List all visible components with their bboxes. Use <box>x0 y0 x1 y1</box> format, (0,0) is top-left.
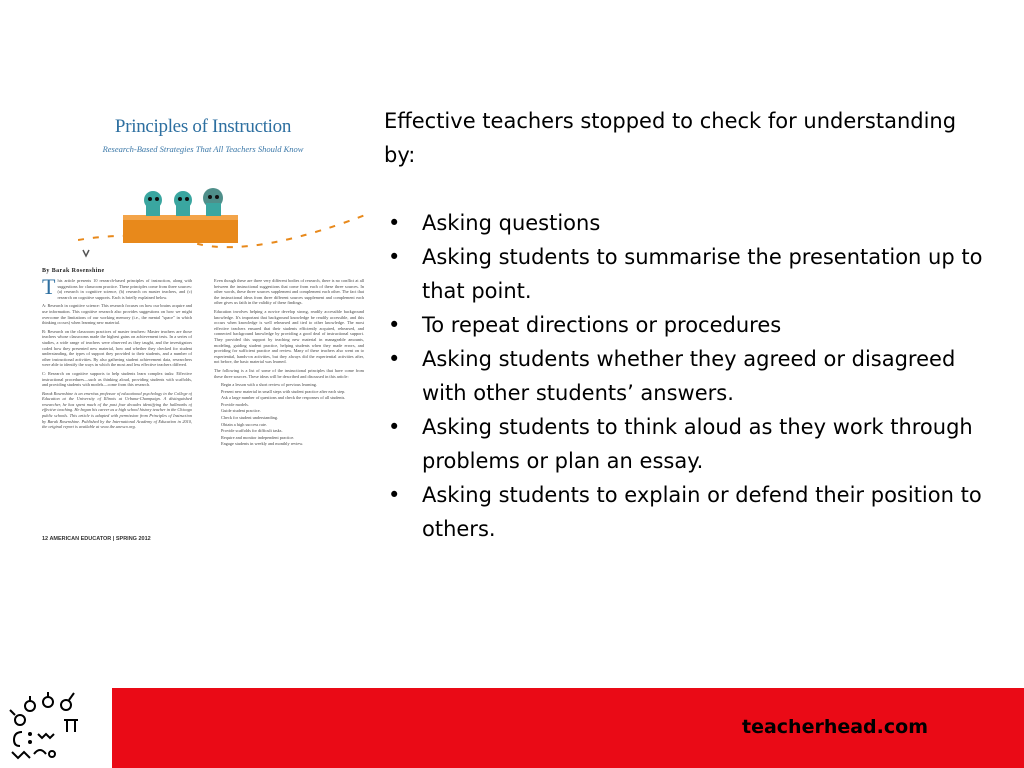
site-link[interactable]: teacherhead.com <box>741 716 928 738</box>
principle-item: • Present new material in small steps with student practice after each step. <box>221 389 364 395</box>
article-paragraph: B: Research on the classroom practices of master teachers: Master teachers are those teachers whose classrooms made the highest gains on achievement tests. In a series of studies, a wide range of teachers were observed as they taught, and the investigators coded how they presented new material, how and whether they checked for student understanding, the types of support they provided to their students, and a number of other instructional activities. By also gathering student achievement data, researchers were able to identify the ways in which the most and less effective teachers differed. <box>42 328 192 368</box>
principle-item: • Require and monitor independent practice. <box>221 435 364 441</box>
bullet-item: • Asking students to think aloud as they work through problems or plan an essay. <box>384 410 984 478</box>
article-subtitle: Research-Based Strategies That All Teachers Should Know <box>102 144 304 154</box>
principle-item: • Begin a lesson with a short review of previous learning. <box>221 382 364 388</box>
article-paragraph: C: Research on cognitive supports to help students learn complex tasks: Effective instructional procedures—such as thinking aloud, providing students with scaffolds, and providing students with models—come from this research. <box>42 370 192 388</box>
article-paragraph: The following is a list of some of the instructional principles that have come from these three sources. These ideas will be described and discussed in this article: <box>214 367 364 379</box>
article-footer: 12 AMERICAN EDUCATOR | SPRING 2012 <box>42 536 151 542</box>
bullet-item: • Asking students to explain or defend their position to others. <box>384 478 984 546</box>
bridge-illustration <box>78 170 368 265</box>
principles-list <box>214 382 364 447</box>
bullet-item: • Asking students whether they agreed or disagreed with other students’ answers. <box>384 342 984 410</box>
principle-item: • Provide models. <box>221 402 364 408</box>
bullet-item: • Asking students to summarise the presentation up to that point. <box>384 240 984 308</box>
principle-item: • Engage students in weekly and monthly review. <box>221 441 364 447</box>
author-bio: Barak Rosenshine is an emeritus professor of educational psychology in the College of Education at the University of Illinois at Urbana-Champaign. A distinguished researcher, he has spent much of the past four decades identifying the hallmarks of effective teaching. He began his career as a high school history teacher in the Chicago public schools. This article is adapted with permission from Principles of Instruction by Barak Rosenshine. Published by the International Academy of Education in 2010, the original report is available at www.ibe.unesco.org. <box>42 390 192 430</box>
slide-intro: Effective teachers stopped to check for understanding by: <box>384 109 957 167</box>
article-thumbnail <box>38 100 368 545</box>
principle-item: • Provide scaffolds for difficult tasks. <box>221 428 364 434</box>
article-byline: By Barak Rosenshine <box>42 268 105 274</box>
article-left-column <box>42 278 192 536</box>
principle-item: • Guide student practice. <box>221 408 364 414</box>
article-paragraph: Even though these are three very different bodies of research, there is no conflict at all between the instructional suggestions that come from each of these three sources. In other words, these three sources supplement and complement each other. The fact that the instructional ideas from three different sources supplement and complement each other gives us faith in the validity of these findings. <box>214 278 364 306</box>
bullet-item: • Asking questions <box>384 206 984 240</box>
article-paragraph: This article presents 10 research-based principles of instruction, along with suggestions for classroom practice. These principles come from three sources: (a) research in cognitive science, (b) research on master teachers, and (c) research on cognitive supports. Each is briefly explained below. <box>42 278 192 300</box>
bullet-item: • To repeat directions or procedures <box>384 308 984 342</box>
article-title: Principles of Instruction <box>114 116 292 137</box>
science-symbols-logo-icon <box>4 688 108 768</box>
article-paragraph: A: Research in cognitive science: This research focuses on how our brains acquire and use information. This cognitive research also provides suggestions on how we might overcome the limitations of our working memory (i.e., the mental "space" in which thinking occurs) when learning new material. <box>42 303 192 326</box>
principle-item: • Ask a large number of questions and check the responses of all students. <box>221 395 364 401</box>
article-paragraph: Education involves helping a novice develop strong, readily accessible background knowledge. It's important that background knowledge be readily accessible, and this occurs when knowledge is well rehearsed and tied to other knowledge. The most effective teachers ensured that their students efficiently acquired, rehearsed, and connected background knowledge by providing a good deal of instructional support. They provided this support by teaching new material in manageable amounts, modeling, guiding student practice, helping students when they made errors, and providing for sufficient practice and review. Many of these teachers also went on to experiential, hands-on activities, but they always did the experiential activities after, not before, the basic material was learned. <box>214 308 364 365</box>
principle-item: • Obtain a high success rate. <box>221 422 364 428</box>
slide-content <box>384 104 984 546</box>
slide-bullet-list <box>384 206 984 546</box>
drop-cap: T <box>42 278 56 299</box>
principle-item: • Check for student understanding. <box>221 415 364 421</box>
article-right-column <box>214 278 364 536</box>
